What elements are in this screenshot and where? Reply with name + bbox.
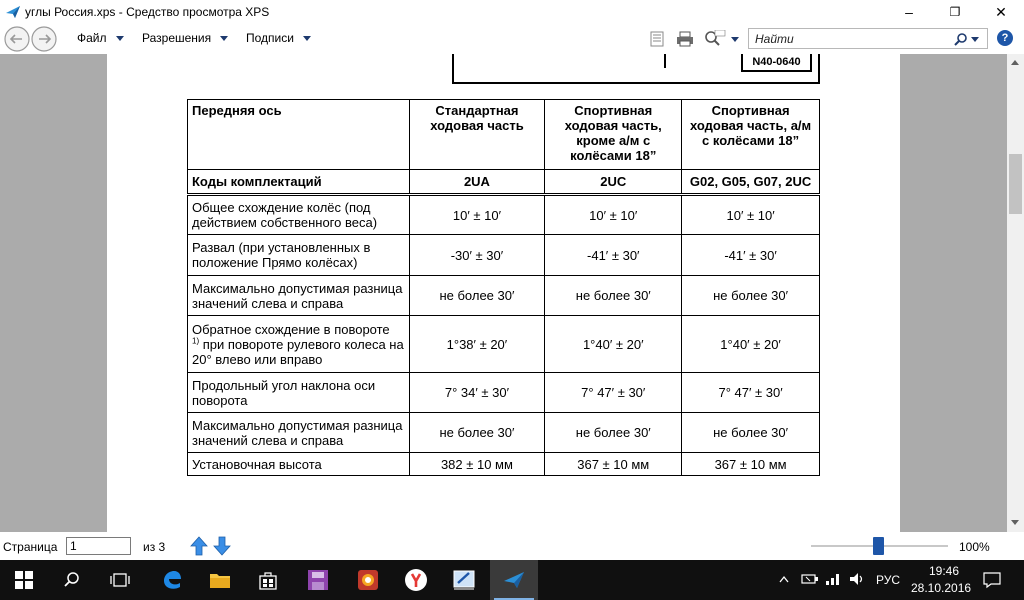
table-cell: 7° 47′ ± 30′ xyxy=(545,373,682,413)
minimize-button[interactable] xyxy=(886,0,932,24)
search-options-icon[interactable] xyxy=(971,37,979,42)
table-codes-cell: 2UA xyxy=(409,170,545,195)
yandex-icon xyxy=(404,568,428,592)
table-cell: 10′ ± 10′ xyxy=(682,195,820,235)
store-icon xyxy=(258,570,278,590)
table-param-cell: Продольный угол наклона оси поворота xyxy=(188,373,410,413)
table-codes-cell: 2UC xyxy=(545,170,682,195)
floppy-icon xyxy=(307,569,329,591)
table-cell: не более 30′ xyxy=(409,276,545,316)
menu-file[interactable] xyxy=(77,31,124,45)
back-forward-icon[interactable] xyxy=(2,25,60,53)
table-cell: 367 ± 10 мм xyxy=(545,453,682,476)
table-row xyxy=(188,316,820,373)
table-cell: не более 30′ xyxy=(409,413,545,453)
previous-page-icon[interactable] xyxy=(190,536,208,556)
start-button[interactable] xyxy=(0,560,48,600)
figure-label: N40-0640 xyxy=(741,54,812,72)
chevron-down-icon xyxy=(220,36,228,41)
clock-time[interactable]: 19:46 xyxy=(928,564,960,578)
menu-file-label: Файл xyxy=(77,31,107,45)
close-button[interactable] xyxy=(978,0,1024,24)
table-param-cell: Максимально допустимая разница значений слева и справа xyxy=(188,413,410,453)
search-icon[interactable] xyxy=(954,32,968,46)
close-icon: ✕ xyxy=(995,3,1007,20)
task-view-button[interactable] xyxy=(96,560,144,600)
table-row xyxy=(188,235,820,276)
table-cell: 7° 47′ ± 30′ xyxy=(682,373,820,413)
clock-date[interactable]: 28.10.2016 xyxy=(911,581,972,595)
document-viewport xyxy=(0,54,1024,532)
help-icon: ? xyxy=(1001,32,1009,44)
table-codes-cell: G02, G05, G07, 2UC xyxy=(682,170,820,195)
table-cell: -41′ ± 30′ xyxy=(682,235,820,276)
folder-icon xyxy=(209,571,231,589)
table-cell: -30′ ± 30′ xyxy=(409,235,545,276)
page-number-input[interactable] xyxy=(66,537,131,555)
table-header-cell: Спортивная ходовая часть, кроме а/м с колёсами 18” xyxy=(545,100,682,170)
search-input[interactable] xyxy=(749,32,944,46)
page-label: Страница xyxy=(3,540,58,554)
table-cell: -41′ ± 30′ xyxy=(545,235,682,276)
volume-icon[interactable] xyxy=(849,571,865,587)
table-row xyxy=(188,373,820,413)
outline-icon[interactable] xyxy=(648,30,666,48)
taskbar-app-store[interactable] xyxy=(244,560,292,600)
table-cell: не более 30′ xyxy=(545,413,682,453)
table-cell: 7° 34′ ± 30′ xyxy=(409,373,545,413)
network-icon[interactable] xyxy=(825,572,841,586)
page-count: из 3 xyxy=(143,540,166,554)
table-codes-row xyxy=(188,170,820,195)
menu-permissions[interactable] xyxy=(142,31,228,45)
chevron-down-icon xyxy=(116,36,124,41)
table-header-cell: Стандартная ходовая часть xyxy=(409,100,545,170)
zoom-icon[interactable] xyxy=(704,30,726,48)
zoom-slider-thumb[interactable] xyxy=(873,537,884,555)
table-cell: 1°38′ ± 20′ xyxy=(409,316,545,373)
taskbar-app-paint[interactable] xyxy=(440,560,488,600)
scroll-up-icon[interactable] xyxy=(1011,60,1019,65)
search-icon xyxy=(63,571,81,589)
task-view-icon xyxy=(110,572,130,588)
table-cell: не более 30′ xyxy=(545,276,682,316)
figure-line xyxy=(664,54,666,68)
table-row xyxy=(188,453,820,476)
table-row xyxy=(188,195,820,235)
taskbar-app-yandex[interactable] xyxy=(392,560,440,600)
next-page-icon[interactable] xyxy=(213,536,231,556)
xps-app-icon xyxy=(5,4,21,20)
menu-permissions-label: Разрешения xyxy=(142,31,212,45)
table-cell: 10′ ± 10′ xyxy=(409,195,545,235)
table-param-cell: Развал (при установленных в положение Прямо колёсах) xyxy=(188,235,410,276)
taskbar-app-notes[interactable] xyxy=(294,560,342,600)
power-plug-icon[interactable] xyxy=(801,572,819,586)
paint-icon xyxy=(452,569,476,591)
taskbar-app-reader[interactable] xyxy=(344,560,392,600)
table-header-row xyxy=(188,100,820,170)
help-button[interactable] xyxy=(997,30,1013,46)
zoom-level: 100% xyxy=(959,540,990,554)
param-text-rest: при повороте рулевого колеса на 20° влево или вправо xyxy=(192,336,404,367)
taskbar-app-edge[interactable] xyxy=(148,560,196,600)
taskbar-app-xps-viewer[interactable] xyxy=(490,560,538,600)
scroll-down-icon[interactable] xyxy=(1011,520,1019,525)
table-cell: 1°40′ ± 20′ xyxy=(682,316,820,373)
notifications-icon[interactable] xyxy=(983,571,1001,589)
edge-icon xyxy=(161,569,183,591)
table-param-cell: Максимально допустимая разница значений слева и справа xyxy=(188,276,410,316)
document-page xyxy=(107,54,900,532)
table-codes-cell: Коды комплектаций xyxy=(188,170,410,195)
table-cell: не более 30′ xyxy=(682,413,820,453)
windows-icon xyxy=(15,571,33,589)
chevron-up-icon[interactable] xyxy=(779,575,789,583)
reader-icon xyxy=(356,568,380,592)
table-header-cell: Передняя ось xyxy=(188,100,410,170)
footnote-mark: 1) xyxy=(192,336,200,346)
minimize-icon: – xyxy=(905,4,913,20)
table-cell: 367 ± 10 мм xyxy=(682,453,820,476)
menu-signatures[interactable] xyxy=(246,31,311,45)
xps-viewer-icon xyxy=(503,570,525,590)
menu-signatures-label: Подписи xyxy=(246,31,294,45)
table-cell: не более 30′ xyxy=(682,276,820,316)
taskbar xyxy=(0,560,1024,600)
figure-frame xyxy=(452,54,820,84)
table-cell: 1°40′ ± 20′ xyxy=(545,316,682,373)
table-cell: 10′ ± 10′ xyxy=(545,195,682,235)
table-row xyxy=(188,276,820,316)
table-header-cell: Спортивная ходовая часть, а/м с колёсами 18” xyxy=(682,100,820,170)
taskbar-app-explorer[interactable] xyxy=(196,560,244,600)
title-bar xyxy=(0,0,1024,24)
search-button[interactable] xyxy=(48,560,96,600)
table-cell: 382 ± 10 мм xyxy=(409,453,545,476)
vertical-scrollbar[interactable] xyxy=(1007,54,1024,532)
window-title: углы Россия.xps - Средство просмотра XPS xyxy=(25,5,270,19)
table-param-cell xyxy=(188,316,410,373)
table-param-cell: Установочная высота xyxy=(188,453,410,476)
alignment-table xyxy=(187,99,820,476)
print-icon[interactable] xyxy=(676,30,694,48)
maximize-icon: ❐ xyxy=(949,5,961,19)
chevron-down-icon xyxy=(303,36,311,41)
table-row xyxy=(188,413,820,453)
scroll-thumb[interactable] xyxy=(1009,154,1022,214)
table-param-cell: Общее схождение колёс (под действием собственного веса) xyxy=(188,195,410,235)
search-field[interactable] xyxy=(748,28,988,49)
param-text: Обратное схождение в повороте xyxy=(192,321,390,337)
zoom-dropdown-icon[interactable] xyxy=(731,37,739,42)
language-indicator[interactable]: РУС xyxy=(876,573,901,587)
maximize-button[interactable] xyxy=(932,0,978,24)
